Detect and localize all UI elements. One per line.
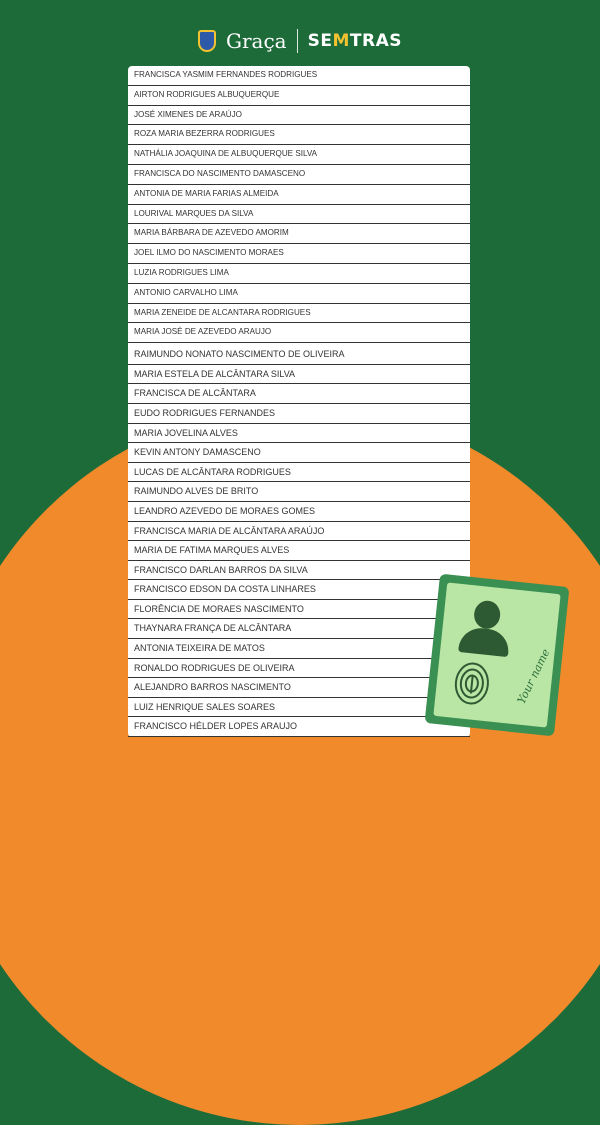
name-row: FRANCISCA DE ALCÂNTARA [128,384,470,404]
name-row: LEANDRO AZEVEDO DE MORAES GOMES [128,502,470,522]
municipal-crest-icon [198,30,216,52]
name-row: AIRTON RODRIGUES ALBUQUERQUE [128,86,470,106]
name-row: NATHÁLIA JOAQUINA DE ALBUQUERQUE SILVA [128,145,470,165]
brand-graca: Graça [226,29,287,53]
name-row: ANTONIO CARVALHO LIMA [128,284,470,304]
name-row: EUDO RODRIGUES FERNANDES [128,404,470,424]
name-row: ROZA MARIA BEZERRA RODRIGUES [128,125,470,145]
name-row: MARIA BÁRBARA DE AZEVEDO AMORIM [128,224,470,244]
name-row: THAYNARA FRANÇA DE ALCÂNTARA [128,619,470,639]
name-row: ANTONIA DE MARIA FARIAS ALMEIDA [128,185,470,205]
name-row: FRANCISCA DO NASCIMENTO DAMASCENO [128,165,470,185]
name-row: FRANCISCA YASMIM FERNANDES RODRIGUES [128,66,470,86]
brand-semtras: SEMTRAS [307,31,402,51]
name-row: LOURIVAL MARQUES DA SILVA [128,205,470,225]
header-divider [297,29,298,53]
name-row: JOSÉ XIMENES DE ARAÚJO [128,106,470,126]
name-row: RONALDO RODRIGUES DE OLIVEIRA [128,659,470,679]
header-logos [0,24,600,58]
name-row: RAIMUNDO NONATO NASCIMENTO DE OLIVEIRA [128,345,470,365]
name-row: RAIMUNDO ALVES DE BRITO [128,482,470,502]
names-list-upper [128,66,470,343]
avatar-silhouette [473,599,502,630]
name-row: MARIA JOVELINA ALVES [128,424,470,444]
name-row: FRANCISCO DARLAN BARROS DA SILVA [128,561,470,581]
name-row: LUCAS DE ALCÂNTARA RODRIGUES [128,463,470,483]
name-row: LUZIA RODRIGUES LIMA [128,264,470,284]
fingerprint-icon [444,655,499,712]
name-row: ANTONIA TEIXEIRA DE MATOS [128,639,470,659]
name-row: MARIA DE FATIMA MARQUES ALVES [128,541,470,561]
names-sheet [128,66,470,737]
name-row: FRANCISCO EDSON DA COSTA LINHARES [128,580,470,600]
name-row: JOEL ILMO DO NASCIMENTO MORAES [128,244,470,264]
name-row: LUIZ HENRIQUE SALES SOARES [128,698,470,718]
name-row: KEVIN ANTONY DAMASCENO [128,443,470,463]
id-card-icon [425,574,570,737]
name-row: MARIA ZENEIDE DE ALCANTARA RODRIGUES [128,304,470,324]
name-row: MARIA JOSÉ DE AZEVEDO ARAUJO [128,323,470,343]
card-signature: Your name [514,646,553,706]
name-row: FRANCISCA MARIA DE ALCÂNTARA ARAÚJO [128,522,470,542]
names-list-lower [128,345,470,737]
name-row: FRANCISCO HÉLDER LOPES ARAUJO [128,717,470,737]
name-row: MARIA ESTELA DE ALCÂNTARA SILVA [128,365,470,385]
name-row: FLORÊNCIA DE MORAES NASCIMENTO [128,600,470,620]
name-row: ALEJANDRO BARROS NASCIMENTO [128,678,470,698]
